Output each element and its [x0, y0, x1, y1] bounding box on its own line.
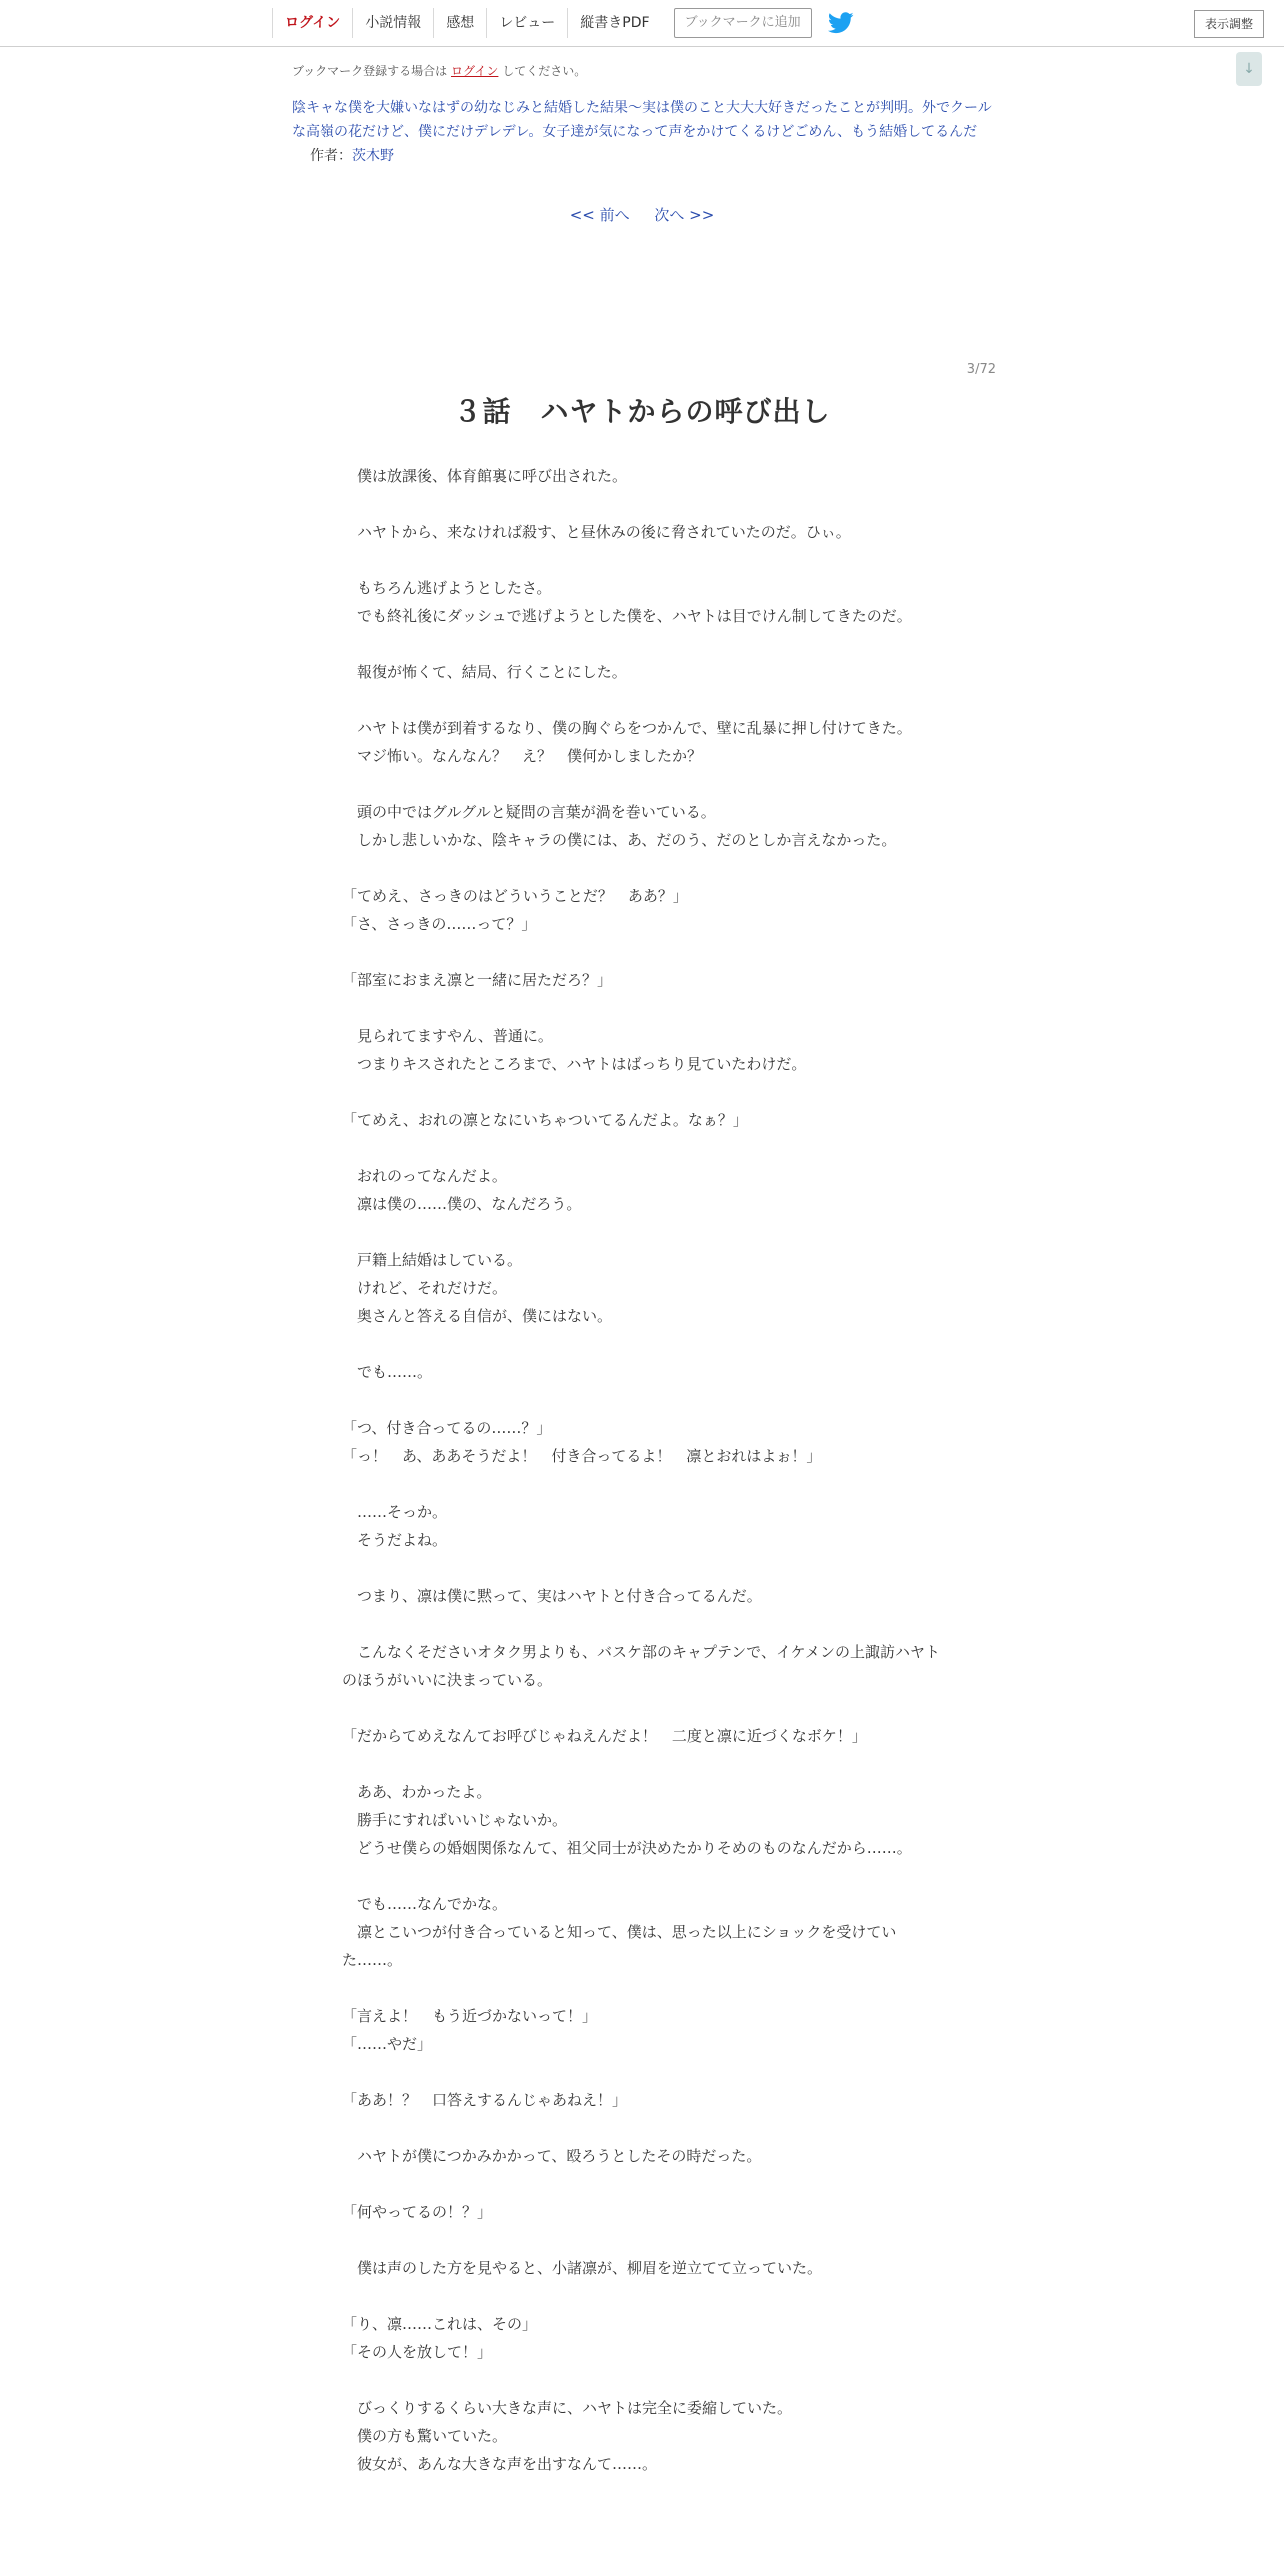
body-paragraph [342, 1078, 942, 1106]
bookmark-note-login-link[interactable]: ログイン [451, 64, 499, 78]
body-paragraph: つまり、凛は僕に黙って、実はハヤトと付き合ってるんだ。 [342, 1587, 762, 1605]
body-paragraph [342, 938, 942, 966]
body-paragraph [342, 2114, 942, 2142]
body-paragraph: 「てめえ、さっきのはどういうことだ？ ああ？」 [342, 887, 688, 905]
body-paragraph [342, 1974, 942, 2002]
body-paragraph: ハヤトは僕が到着するなり、僕の胸ぐらをつかんで、壁に乱暴に押し付けてきた。 [342, 719, 912, 737]
nav-review-link[interactable]: レビュー [486, 8, 567, 38]
nav-novel-info-link[interactable]: 小説情報 [352, 8, 433, 38]
body-paragraph [342, 2282, 942, 2310]
body-paragraph: 僕の方も驚いていた。 [342, 2427, 508, 2445]
chapter-body [342, 462, 942, 2478]
body-paragraph: 「何やってるの！？」 [342, 2203, 493, 2221]
body-paragraph: 報復が怖くて、結局、行くことにした。 [342, 663, 627, 681]
body-paragraph: しかし悲しいかな、陰キャラの僕には、あ、だのう、だのとしか言えなかった。 [342, 831, 897, 849]
body-paragraph: 僕は声のした方を見やると、小諸凛が、柳眉を逆立てて立っていた。 [342, 2259, 823, 2277]
nav-vertical-pdf-link[interactable]: 縦書きPDF [567, 8, 661, 38]
body-paragraph [342, 1386, 942, 1414]
body-paragraph [342, 854, 942, 882]
body-paragraph [342, 2226, 942, 2254]
body-paragraph: 「つ、付き合ってるの……？」 [342, 1419, 552, 1437]
body-paragraph: けれど、それだけだ。 [342, 1279, 508, 1297]
body-paragraph [342, 490, 942, 518]
body-paragraph: 「……やだ」 [342, 2035, 433, 2053]
body-paragraph: ハヤトから、来なければ殺す、と昼休みの後に脅されていたのだ。ひぃ。 [342, 523, 851, 541]
body-paragraph: 凛は僕の……僕の、なんだろう。 [342, 1195, 582, 1213]
body-paragraph: どうせ僕らの婚姻関係なんて、祖父同士が決めたかりそめのものなんだから……。 [342, 1839, 912, 1857]
body-paragraph [342, 1862, 942, 1890]
body-paragraph: ……そっか。 [342, 1503, 448, 1521]
body-paragraph: もちろん逃げようとしたさ。 [342, 579, 552, 597]
author-link[interactable]: 茨木野 [352, 148, 394, 164]
body-paragraph: 「言えよ！ もう近づかないって！」 [342, 2007, 598, 2025]
body-paragraph: 「り、凛……これは、その」 [342, 2315, 538, 2333]
novel-title-link[interactable]: 陰キャな僕を大嫌いなはずの幼なじみと結婚した結果～実は僕のこと大大大好きだったことが判明。外でクールな高嶺の花だけど、僕にだけデレデレ。女子達が気になって声をかけてくるけどごめん、もう結婚してるんだ [292, 100, 992, 140]
bookmark-note-prefix: ブックマーク登録する場合は [292, 64, 448, 78]
body-paragraph [342, 2366, 942, 2394]
nav-login-link[interactable]: ログイン [272, 8, 352, 38]
bookmark-login-note [292, 62, 586, 79]
body-paragraph [342, 2170, 942, 2198]
top-nav-bar [0, 0, 1284, 47]
next-page-link[interactable]: 次へ >> [654, 206, 715, 224]
body-paragraph: 「てめえ、おれの凛となにいちゃついてるんだよ。なぁ？」 [342, 1111, 748, 1129]
body-paragraph: でも……。 [342, 1363, 433, 1381]
page-count: 3/72 [966, 362, 996, 377]
body-paragraph: 「その人を放して！」 [342, 2343, 493, 2361]
nav-impressions-link[interactable]: 感想 [433, 8, 486, 38]
body-paragraph [342, 1330, 942, 1358]
body-paragraph: 勝手にすればいいじゃないか。 [342, 1811, 568, 1829]
body-paragraph: 見られてますやん、普通に。 [342, 1027, 553, 1045]
body-paragraph: 奥さんと答える自信が、僕にはない。 [342, 1307, 613, 1325]
scroll-down-arrow-icon[interactable]: ↓ [1236, 52, 1262, 86]
pager-top [0, 204, 1284, 225]
body-paragraph: 頭の中ではグルグルと疑問の言葉が渦を巻いている。 [342, 803, 716, 821]
bookmark-note-suffix: してください。 [502, 64, 587, 78]
body-paragraph [342, 630, 942, 658]
body-paragraph: でも終礼後にダッシュで逃げようとした僕を、ハヤトは目でけん制してきたのだ。 [342, 607, 912, 625]
author-label: 作者： [310, 148, 352, 164]
body-paragraph [342, 1470, 942, 1498]
prev-page-link[interactable]: << 前へ [569, 206, 630, 224]
body-paragraph [342, 1694, 942, 1722]
body-paragraph: びっくりするくらい大きな声に、ハヤトは完全に委縮していた。 [342, 2399, 793, 2417]
body-paragraph [342, 1218, 942, 1246]
body-paragraph: 「部室におまえ凛と一緒に居ただろ？」 [342, 971, 613, 989]
body-paragraph [342, 1610, 942, 1638]
body-paragraph: 「ああ！？ 口答えするんじゃあねえ！」 [342, 2091, 628, 2109]
main-nav [272, 0, 854, 46]
body-paragraph: つまりキスされたところまで、ハヤトはばっちり見ていたわけだ。 [342, 1055, 807, 1073]
body-paragraph: 「っ！ あ、ああそうだよ！ 付き合ってるよ！ 凛とおれはよぉ！」 [342, 1447, 822, 1465]
body-paragraph: 「だからてめえなんてお呼びじゃねえんだよ！ 二度と凛に近づくなボケ！」 [342, 1727, 867, 1745]
body-paragraph: ああ、わかったよ。 [342, 1783, 492, 1801]
body-paragraph: マジ怖い。なんなん？ え？ 僕何かしましたか？ [342, 747, 703, 765]
body-paragraph: こんなくそださいオタク男よりも、バスケ部のキャプテンで、イケメンの上諏訪ハヤトのほうがいいに決まっている。 [342, 1643, 941, 1689]
body-paragraph [342, 546, 942, 574]
body-paragraph [342, 686, 942, 714]
add-bookmark-button[interactable]: ブックマークに追加 [674, 8, 812, 38]
body-paragraph: ハヤトが僕につかみかかって、殴ろうとしたその時だった。 [342, 2147, 762, 2165]
chapter-title: ３話 ハヤトからの呼び出し [453, 395, 831, 428]
display-adjust-button[interactable]: 表示調整 [1194, 10, 1264, 38]
body-paragraph: 「さ、さっきの……って？」 [342, 915, 537, 933]
body-paragraph: 凛とこいつが付き合っていると知って、僕は、思った以上にショックを受けていた……。 [342, 1923, 897, 1969]
body-paragraph: 彼女が、あんな大きな声を出すなんて……。 [342, 2455, 658, 2473]
body-paragraph: 戸籍上結婚はしている。 [342, 1251, 523, 1269]
body-paragraph: 僕は放課後、体育館裏に呼び出された。 [342, 467, 628, 485]
twitter-icon[interactable] [828, 12, 854, 34]
body-paragraph [342, 2058, 942, 2086]
body-paragraph [342, 1134, 942, 1162]
body-paragraph [342, 1554, 942, 1582]
body-paragraph: そうだよね。 [342, 1531, 448, 1549]
body-paragraph: おれのってなんだよ。 [342, 1167, 507, 1185]
novel-title-block [292, 96, 998, 168]
body-paragraph [342, 994, 942, 1022]
body-paragraph [342, 1750, 942, 1778]
body-paragraph [342, 770, 942, 798]
body-paragraph: でも……なんでかな。 [342, 1895, 508, 1913]
